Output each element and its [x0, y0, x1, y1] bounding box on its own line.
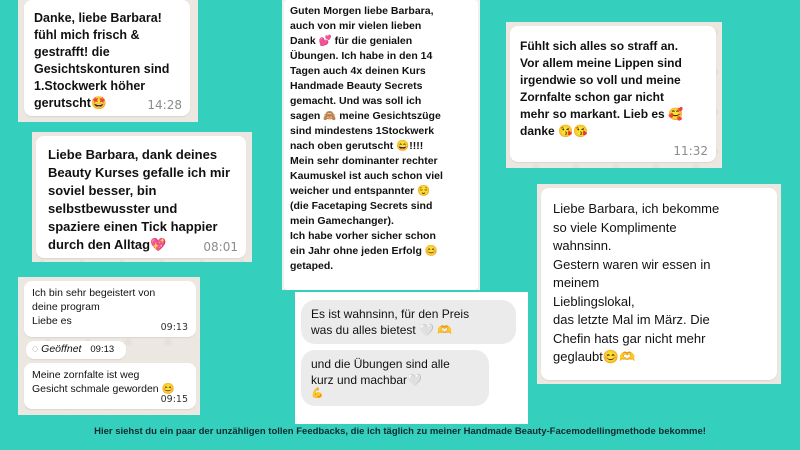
- muscle-emoji: 💪: [311, 388, 324, 399]
- message-text: Liebe Barbara, dank deines Beauty Kurses gefalle ich mir soviel besser, bin selbstbewusster und spaziere einen Tick happier durch den Alltag💖: [48, 147, 231, 252]
- message-bubble: [36, 136, 246, 258]
- message-text: Es ist wahnsinn, für den Preis was du alles bietest 🤍 🫶: [311, 307, 470, 337]
- message-text: Ich bin sehr begeistert von deine program Liebe es: [32, 287, 156, 327]
- message-bubble: [301, 350, 489, 406]
- feedback-card-1: [18, 0, 198, 122]
- message-bubble: [510, 26, 716, 162]
- message-text: Liebe Barbara, ich bekomme so viele Komplimente wahnsinn. Gestern waren wir essen in meinem Lieblingslokal, das letzte Mal im März. Die Chefin hats gar nicht mehr geglaubt😊🫶: [553, 201, 720, 364]
- footer-caption: Hier siehst du ein paar der unzähligen tollen Feedbacks, die ich täglich zu meiner Handmade Beauty-Facemodellingmethode bekomme!: [94, 426, 706, 437]
- message-bubble: [24, 0, 190, 116]
- feedback-card-3: [18, 277, 200, 415]
- message-bubble: [24, 281, 196, 337]
- message-text: Meine zornfalte ist weg Gesicht schmale geworden 😊: [32, 369, 175, 395]
- message-time: 11:32: [673, 144, 708, 158]
- message-time: 09:13: [160, 322, 188, 333]
- feedback-card-5: [295, 292, 528, 424]
- message-time: 09:15: [160, 394, 188, 405]
- opened-label: Geöffnet: [41, 343, 82, 355]
- feedback-card-7: [537, 184, 781, 384]
- message-text: Fühlt sich alles so straff an. Vor allem meine Lippen sind irgendwie so voll und meine Zornfalte schon gar nicht mehr so markant. Lieb es 🥰 danke 😘😘: [520, 39, 683, 138]
- opened-status-bubble: [26, 341, 126, 359]
- message-time: 14:28: [147, 98, 182, 112]
- message-bubble: [284, 0, 478, 290]
- message-text: und die Übungen sind alle kurz und machbar🤍: [311, 357, 450, 387]
- message-bubble: [301, 300, 516, 344]
- message-bubble: [541, 188, 777, 380]
- message-bubble: [24, 363, 196, 409]
- feedback-card-2: [32, 132, 252, 262]
- message-text: Guten Morgen liebe Barbara, auch von mir vielen lieben Dank 💕 für die genialen Übungen. Ich habe in den 14 Tagen auch 4x deinen Kurs Handmade Beauty Secrets gemacht. Und was soll ich sagen 🙈 meine Gesichtszüge sind mindestens 1Stockwerk nach oben gerutscht 😄!!!! Mein sehr dominanter rechter Kaumuskel ist auch schon viel weicher und entspannter 😌 (die Facetaping Secrets sind mein Gamechanger). Ich habe vorher sicher schon ein Jahr ohne jeden Erfolg 😊 getaped.: [290, 5, 443, 272]
- opened-icon: ◌: [32, 343, 39, 355]
- message-text: Danke, liebe Barbara! fühl mich frisch & gestrafft! die Gesichtskonturen sind 1.Stockwerk höher gerutscht🤩: [34, 11, 170, 110]
- feedback-card-4: [282, 0, 480, 290]
- message-time: 08:01: [203, 240, 238, 254]
- feedback-card-6: [506, 22, 722, 168]
- opened-time: 09:13: [90, 344, 115, 355]
